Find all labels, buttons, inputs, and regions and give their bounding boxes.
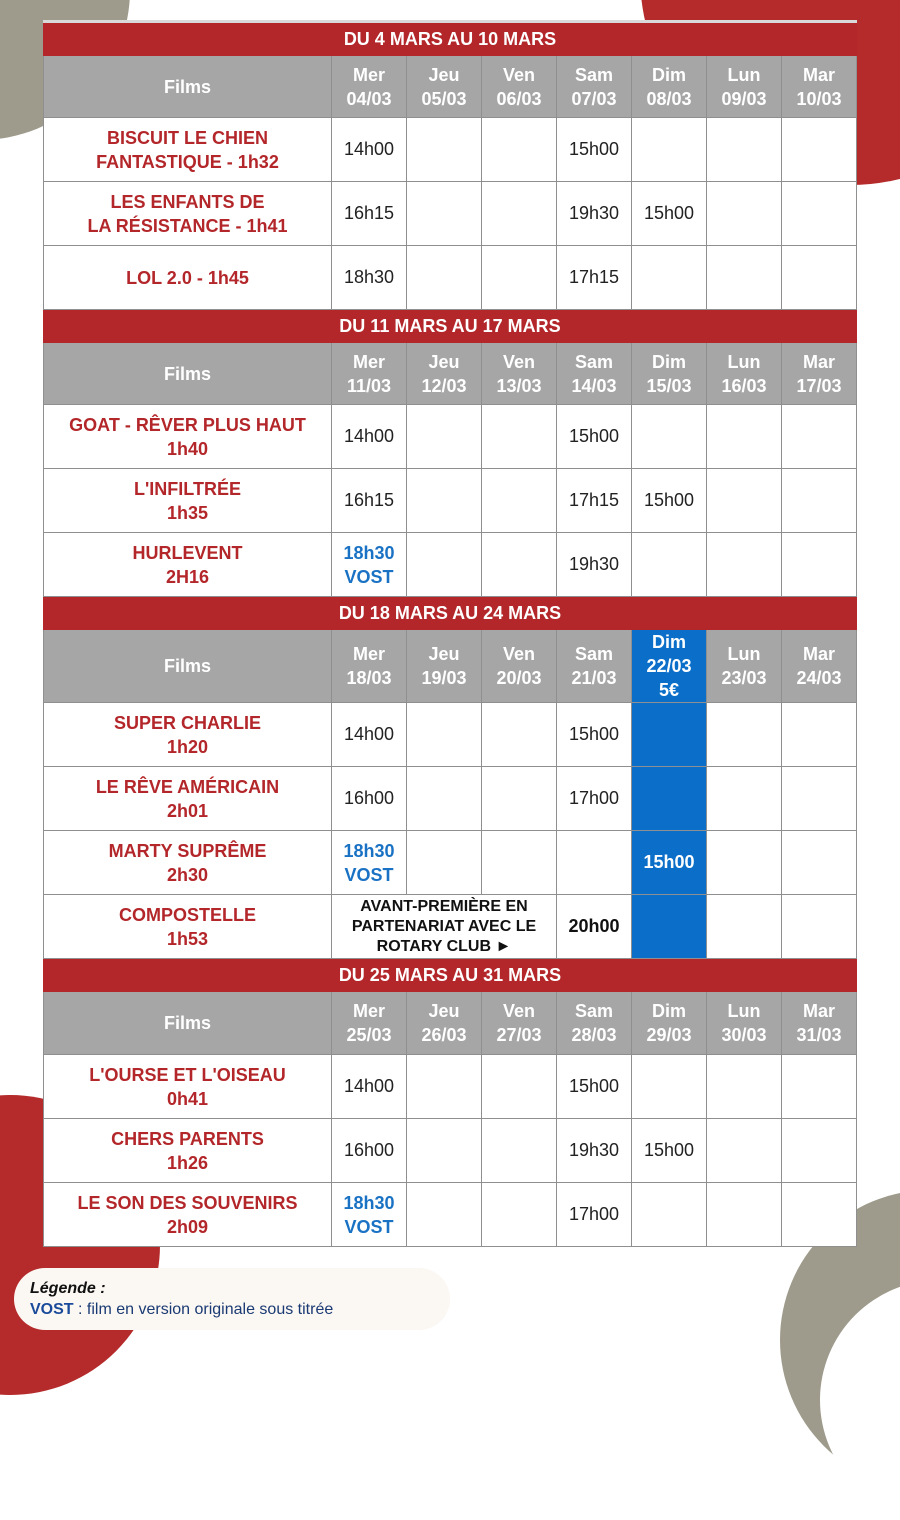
showtime-highlighted: [632, 703, 707, 767]
film-name: COMPOSTELLE: [118, 904, 256, 925]
empty-cell: [707, 895, 782, 959]
day-name: Mar: [802, 1001, 835, 1021]
empty-cell: [707, 1119, 782, 1183]
day-header: [557, 630, 632, 703]
empty-cell: [482, 703, 557, 767]
empty-cell: [407, 118, 482, 182]
showtime: 17h00: [557, 1183, 632, 1247]
day-date: 13/03: [496, 375, 542, 396]
week-title: DU 11 MARS AU 17 MARS: [43, 310, 857, 343]
empty-cell: [707, 182, 782, 246]
film-title: [43, 405, 332, 469]
day-header: [707, 56, 782, 118]
day-header: [407, 56, 482, 118]
film-title: [43, 533, 332, 597]
showtime: 16h15: [332, 469, 407, 533]
empty-cell: [782, 831, 857, 895]
showtime-value: 18h30: [343, 542, 395, 563]
film-duration: 1h20: [166, 736, 209, 757]
showtime: [632, 246, 707, 310]
film-name: HURLEVENT: [132, 542, 243, 563]
film-name: SUPER CHARLIE: [113, 712, 261, 733]
showtime: 17h15: [557, 246, 632, 310]
day-name: Ven: [502, 351, 536, 372]
showtime: [632, 1055, 707, 1119]
note-line: AVANT-PREMIÈRE EN: [360, 897, 528, 915]
empty-cell: [707, 1183, 782, 1247]
empty-cell: [782, 469, 857, 533]
day-name: Jeu: [428, 1001, 460, 1021]
vost-tag: VOST: [344, 864, 394, 885]
showtime: 18h30: [332, 246, 407, 310]
films-header: Films: [43, 343, 332, 405]
day-name: Jeu: [428, 644, 460, 664]
film-title: [43, 246, 332, 310]
empty-cell: [407, 703, 482, 767]
showtime: [557, 831, 632, 895]
day-date: 19/03: [421, 668, 467, 688]
empty-cell: [407, 767, 482, 831]
day-date: 12/03: [421, 375, 467, 396]
day-date: 08/03: [646, 88, 692, 109]
showtime: 16h15: [332, 182, 407, 246]
legend-key: VOST: [30, 1301, 74, 1318]
empty-cell: [707, 469, 782, 533]
day-name: Jeu: [428, 64, 460, 85]
empty-cell: [782, 1183, 857, 1247]
week-grid: [43, 343, 857, 597]
film-duration: 2h01: [166, 800, 209, 821]
showtime-value: 18h30: [343, 840, 395, 861]
showtime-highlighted: [632, 767, 707, 831]
day-date: 20/03: [496, 668, 542, 688]
showtime: 15h00: [557, 118, 632, 182]
film-duration: 2H16: [165, 566, 210, 587]
empty-cell: [707, 246, 782, 310]
showtime: 19h30: [557, 533, 632, 597]
empty-cell: [407, 831, 482, 895]
showtime: 14h00: [332, 1055, 407, 1119]
day-name: Sam: [574, 351, 614, 372]
note-line: ROTARY CLUB ►: [376, 937, 512, 955]
empty-cell: [782, 118, 857, 182]
films-header: Films: [43, 56, 332, 118]
empty-cell: [782, 1119, 857, 1183]
empty-cell: [482, 533, 557, 597]
day-header: [707, 992, 782, 1055]
showtime: 14h00: [332, 405, 407, 469]
showtime-highlighted: [632, 895, 707, 959]
legend-line: [30, 1301, 333, 1319]
empty-cell: [407, 182, 482, 246]
film-name: GOAT - RÊVER PLUS HAUT: [69, 414, 306, 435]
day-name: Lun: [727, 644, 761, 664]
avant-premiere-note: [332, 895, 557, 959]
day-date: 24/03: [796, 668, 842, 688]
day-header: [707, 630, 782, 703]
showtime: 15h00: [632, 469, 707, 533]
day-name: Lun: [727, 1001, 761, 1021]
film-title: [43, 1119, 332, 1183]
empty-cell: [707, 767, 782, 831]
legend-title: Légende :: [30, 1280, 106, 1297]
showtime: 14h00: [332, 118, 407, 182]
day-name: Dim: [651, 1001, 686, 1021]
day-name: Ven: [502, 1001, 536, 1021]
film-duration: LA RÉSISTANCE - 1h41: [87, 215, 288, 236]
showtime: [632, 533, 707, 597]
day-header: [332, 56, 407, 118]
empty-cell: [482, 246, 557, 310]
showtime-value: 18h30: [343, 1192, 395, 1213]
film-name: CHERS PARENTS: [111, 1128, 264, 1149]
day-name: Mer: [352, 351, 385, 372]
empty-cell: [707, 533, 782, 597]
showtime: 19h30: [557, 182, 632, 246]
day-date: 27/03: [496, 1025, 542, 1045]
legend-text: : film en version originale sous titrée: [73, 1301, 334, 1318]
week-grid: [43, 992, 857, 1247]
day-header: [707, 343, 782, 405]
empty-cell: [707, 1055, 782, 1119]
empty-cell: [482, 1055, 557, 1119]
empty-cell: [782, 703, 857, 767]
week-title: DU 4 MARS AU 10 MARS: [43, 23, 857, 56]
film-duration: 2h30: [166, 864, 209, 885]
empty-cell: [407, 469, 482, 533]
film-title: [43, 469, 332, 533]
film-duration: 1h40: [166, 438, 209, 459]
day-name: Ven: [502, 644, 536, 664]
day-name: Mar: [802, 644, 835, 664]
film-title: [43, 1183, 332, 1247]
showtime: 14h00: [332, 703, 407, 767]
showtime: 17h15: [557, 469, 632, 533]
films-header: Films: [43, 992, 332, 1055]
film-title: [43, 767, 332, 831]
showtime: 15h00: [557, 1055, 632, 1119]
day-date: 25/03: [346, 1025, 392, 1045]
day-header: [557, 56, 632, 118]
note-line: PARTENARIAT AVEC LE: [351, 917, 537, 935]
showtime: 15h00: [557, 405, 632, 469]
day-header: [407, 630, 482, 703]
day-name: Ven: [502, 64, 536, 85]
week-title: DU 18 MARS AU 24 MARS: [43, 597, 857, 630]
empty-cell: [407, 1119, 482, 1183]
film-name: LE RÊVE AMÉRICAIN: [95, 776, 280, 797]
empty-cell: [707, 703, 782, 767]
day-price: 5€: [658, 680, 680, 700]
film-title: [43, 895, 332, 959]
empty-cell: [407, 405, 482, 469]
empty-cell: [482, 1119, 557, 1183]
empty-cell: [482, 182, 557, 246]
week-grid: [43, 630, 857, 959]
day-header: [332, 992, 407, 1055]
film-name: L'INFILTRÉE: [134, 478, 241, 499]
film-title: [43, 182, 332, 246]
day-date: 17/03: [796, 375, 842, 396]
empty-cell: [782, 767, 857, 831]
day-name: Mar: [802, 351, 835, 372]
day-header: [407, 992, 482, 1055]
day-date: 16/03: [721, 375, 767, 396]
day-header: [482, 992, 557, 1055]
schedule: [43, 20, 857, 1247]
day-header: [407, 343, 482, 405]
empty-cell: [482, 1183, 557, 1247]
showtime: 19h30: [557, 1119, 632, 1183]
showtime-vost: [332, 831, 407, 895]
day-header: [482, 630, 557, 703]
day-date: 11/03: [346, 375, 392, 396]
day-date: 05/03: [421, 88, 467, 109]
empty-cell: [482, 118, 557, 182]
vost-tag: VOST: [344, 1216, 394, 1237]
day-date: 22/03: [646, 656, 692, 676]
film-name: L'OURSE ET L'OISEAU: [89, 1064, 286, 1085]
empty-cell: [782, 182, 857, 246]
day-date: 29/03: [646, 1025, 692, 1045]
day-header: [482, 56, 557, 118]
showtime-vost: [332, 1183, 407, 1247]
day-date: 04/03: [346, 88, 392, 109]
day-date: 31/03: [796, 1025, 842, 1045]
empty-cell: [482, 831, 557, 895]
films-header: Films: [43, 630, 332, 703]
showtime-vost: [332, 533, 407, 597]
showtime-highlighted: 15h00: [632, 831, 707, 895]
day-header-highlighted: [632, 630, 707, 703]
empty-cell: [482, 469, 557, 533]
film-duration: 0h41: [166, 1088, 209, 1109]
day-header: [482, 343, 557, 405]
empty-cell: [407, 1055, 482, 1119]
day-header: [782, 630, 857, 703]
day-header: [332, 343, 407, 405]
day-date: 07/03: [571, 88, 617, 109]
empty-cell: [407, 246, 482, 310]
film-name: LE SON DES SOUVENIRS: [77, 1192, 298, 1213]
vost-tag: VOST: [344, 566, 394, 587]
day-name: Mar: [802, 64, 835, 85]
day-header: [557, 992, 632, 1055]
empty-cell: [482, 767, 557, 831]
day-date: 30/03: [721, 1025, 767, 1045]
showtime: 20h00: [557, 895, 632, 959]
showtime: 16h00: [332, 1119, 407, 1183]
empty-cell: [407, 533, 482, 597]
day-name: Jeu: [428, 351, 460, 372]
day-date: 28/03: [571, 1025, 617, 1045]
showtime: [632, 405, 707, 469]
film-name: LES ENFANTS DE: [110, 191, 265, 212]
legend: [14, 1268, 450, 1330]
day-header: [632, 992, 707, 1055]
film-duration: 2h09: [166, 1216, 209, 1237]
day-header: [782, 56, 857, 118]
showtime: 15h00: [632, 182, 707, 246]
empty-cell: [482, 405, 557, 469]
film-duration: FANTASTIQUE - 1h32: [96, 151, 279, 172]
week-grid: [43, 56, 857, 310]
showtime: 15h00: [557, 703, 632, 767]
day-date: 23/03: [721, 668, 767, 688]
film-title: [43, 1055, 332, 1119]
day-header: [782, 992, 857, 1055]
day-date: 26/03: [421, 1025, 467, 1045]
film-name: BISCUIT LE CHIEN: [106, 127, 268, 148]
empty-cell: [782, 895, 857, 959]
day-name: Lun: [727, 351, 761, 372]
showtime: [632, 1183, 707, 1247]
day-name: Dim: [651, 64, 686, 85]
day-header: [557, 343, 632, 405]
day-name: Mer: [352, 64, 385, 85]
day-date: 06/03: [496, 88, 542, 109]
film-title: [43, 118, 332, 182]
day-name: Mer: [352, 644, 385, 664]
day-date: 21/03: [571, 668, 617, 688]
day-name: Dim: [651, 351, 686, 372]
empty-cell: [782, 246, 857, 310]
empty-cell: [407, 1183, 482, 1247]
day-date: 15/03: [646, 375, 692, 396]
showtime: 16h00: [332, 767, 407, 831]
day-header: [632, 56, 707, 118]
empty-cell: [782, 405, 857, 469]
day-date: 14/03: [571, 375, 617, 396]
film-duration: 1h26: [166, 1152, 209, 1173]
empty-cell: [707, 831, 782, 895]
day-name: Mer: [352, 1001, 385, 1021]
day-name: Sam: [574, 64, 614, 85]
day-date: 09/03: [721, 88, 767, 109]
empty-cell: [707, 405, 782, 469]
film-name: MARTY SUPRÊME: [108, 840, 267, 861]
film-title: [43, 703, 332, 767]
day-date: 18/03: [346, 668, 392, 688]
day-header: [632, 343, 707, 405]
day-header: [782, 343, 857, 405]
empty-cell: [707, 118, 782, 182]
day-name: Sam: [574, 644, 614, 664]
empty-cell: [782, 1055, 857, 1119]
week-title: DU 25 MARS AU 31 MARS: [43, 959, 857, 992]
day-header: [332, 630, 407, 703]
film-title: [43, 831, 332, 895]
empty-cell: [782, 533, 857, 597]
day-name: Dim: [651, 632, 686, 652]
showtime: 15h00: [632, 1119, 707, 1183]
day-name: Lun: [727, 64, 761, 85]
film-name: LOL 2.0 - 1h45: [126, 267, 249, 288]
film-duration: 1h53: [166, 928, 209, 949]
day-name: Sam: [574, 1001, 614, 1021]
showtime: [632, 118, 707, 182]
showtime: 17h00: [557, 767, 632, 831]
film-duration: 1h35: [166, 502, 209, 523]
day-date: 10/03: [796, 88, 842, 109]
